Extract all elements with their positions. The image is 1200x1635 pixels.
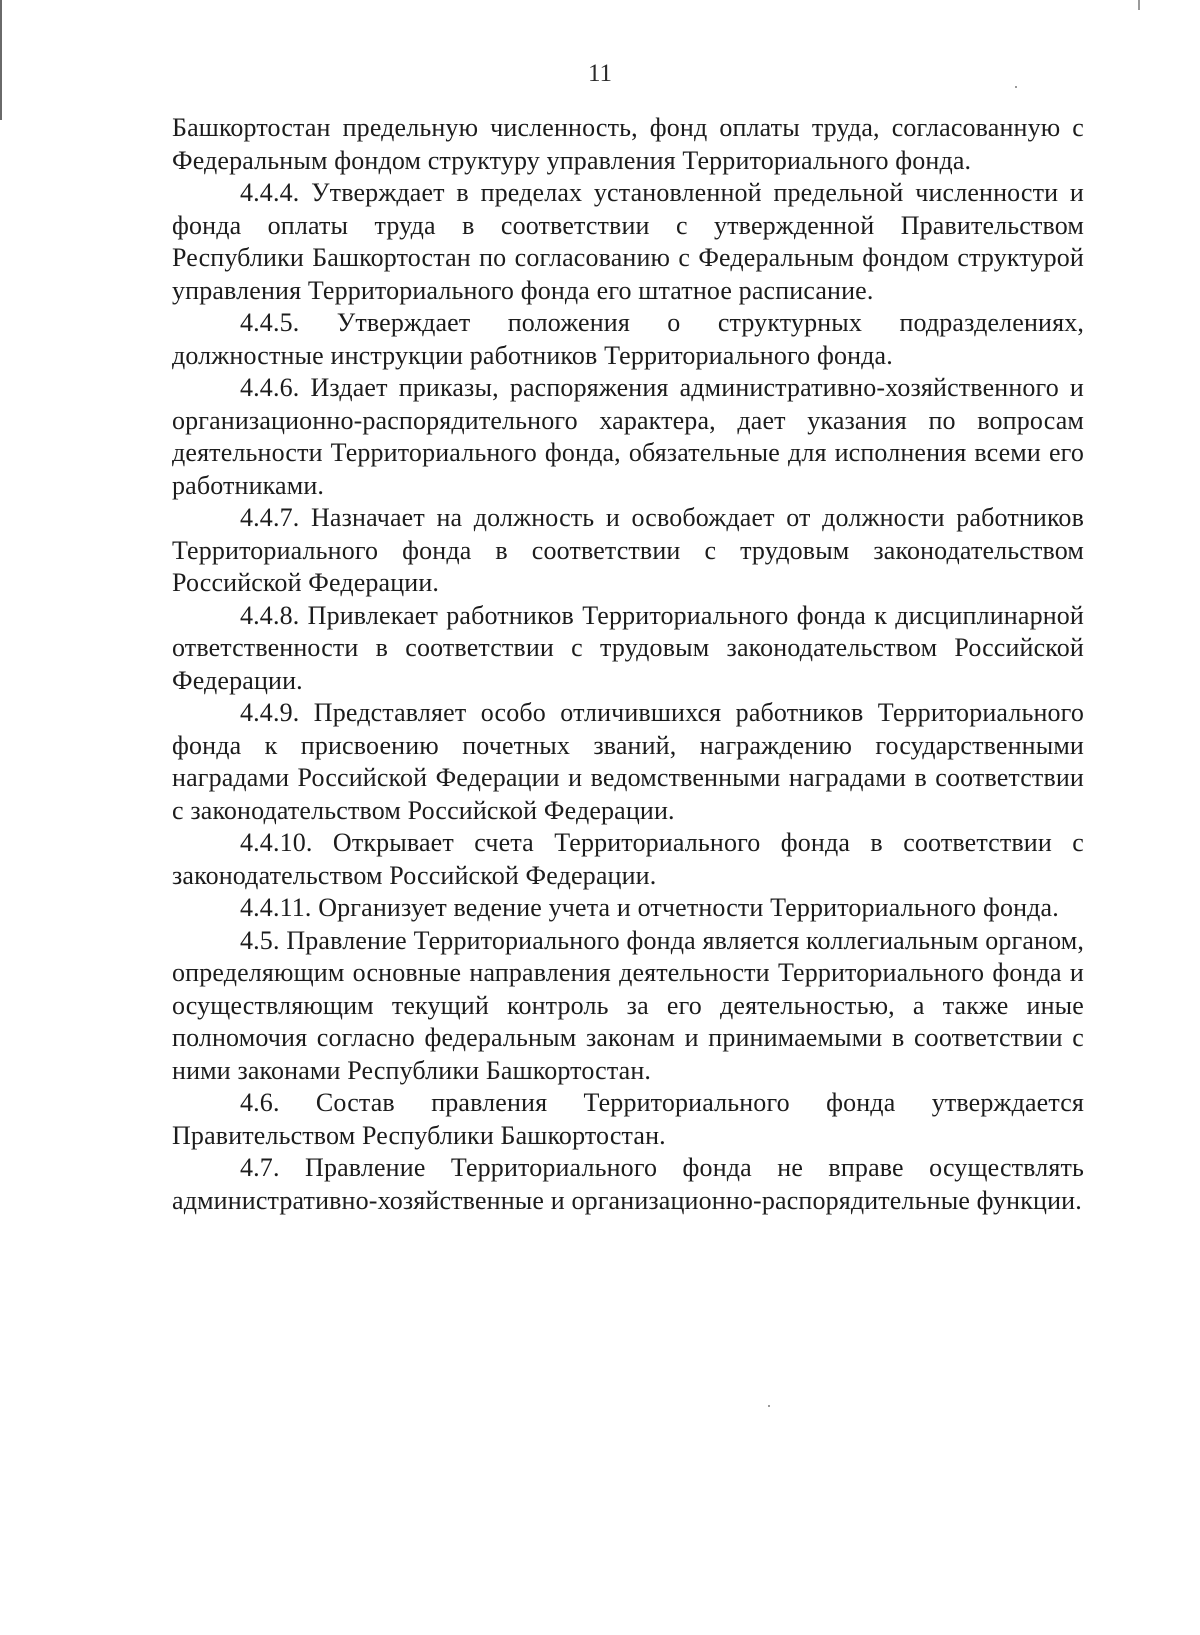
paragraph-4-4-5: 4.4.5. Утверждает положения о структурных подразделениях, должностные инструкции работников Территориального фонда. [172, 308, 1084, 370]
paragraph-4-4-7: 4.4.7. Назначает на должность и освобождает от должности работников Территориального фонда в соответствии с трудовым законодательством Российской Федерации. [172, 503, 1084, 597]
scan-edge-mark [1138, 0, 1140, 10]
paragraph-4-5: 4.5. Правление Территориального фонда является коллегиальным органом, определяющим основные направления деятельности Территориального фонда и осуществляющим текущий контроль за его деятельностью, а также иные полномочия согласно федеральным законам и принимаемыми в соответствии с ними законами Республики Башкортостан. [172, 925, 1084, 1085]
document-body [172, 112, 1084, 1217]
paragraph-4-4-10: 4.4.10. Открывает счета Территориального фонда в соответствии с законодательством Российской Федерации. [172, 828, 1084, 890]
paragraph-4-4-11: 4.4.11. Организует ведение учета и отчетности Территориального фонда. [240, 893, 1059, 922]
paragraph-4-4-6: 4.4.6. Издает приказы, распоряжения административно-хозяйственного и организационно-распорядительного характера, дает указания по вопросам деятельности Территориального фонда, обязательные для исполнения всеми его работниками. [172, 373, 1084, 500]
paragraph-4-4-9: 4.4.9. Представляет особо отличившихся работников Территориального фонда к присвоению почетных званий, награждению государственными наградами Российской Федерации и ведомственными наградами в соответствии с законодательством Российской Федерации. [172, 698, 1084, 825]
paragraph-4-6: 4.6. Состав правления Территориального фонда утверждается Правительством Республики Башкортостан. [172, 1088, 1084, 1150]
paragraph-4-4-4: 4.4.4. Утверждает в пределах установленной предельной численности и фонда оплаты труда в соответствии с утвержденной Правительством Республики Башкортостан по согласованию с Федеральным фондом структурой управления Территориального фонда его штатное расписание. [172, 178, 1084, 305]
paragraph-continuation: Башкортостан предельную численность, фонд оплаты труда, согласованную с Федеральным фондом структуру управления Территориального фонда. [172, 113, 1084, 175]
scan-speck [768, 1405, 770, 1407]
paragraph-4-7: 4.7. Правление Территориального фонда не вправе осуществлять административно-хозяйственные и организационно-распорядительные функции. [172, 1153, 1084, 1215]
paragraph-4-4-8: 4.4.8. Привлекает работников Территориального фонда к дисциплинарной ответственности в соответствии с трудовым законодательством Российской Федерации. [172, 600, 1084, 695]
page-number: 11 [587, 60, 613, 87]
